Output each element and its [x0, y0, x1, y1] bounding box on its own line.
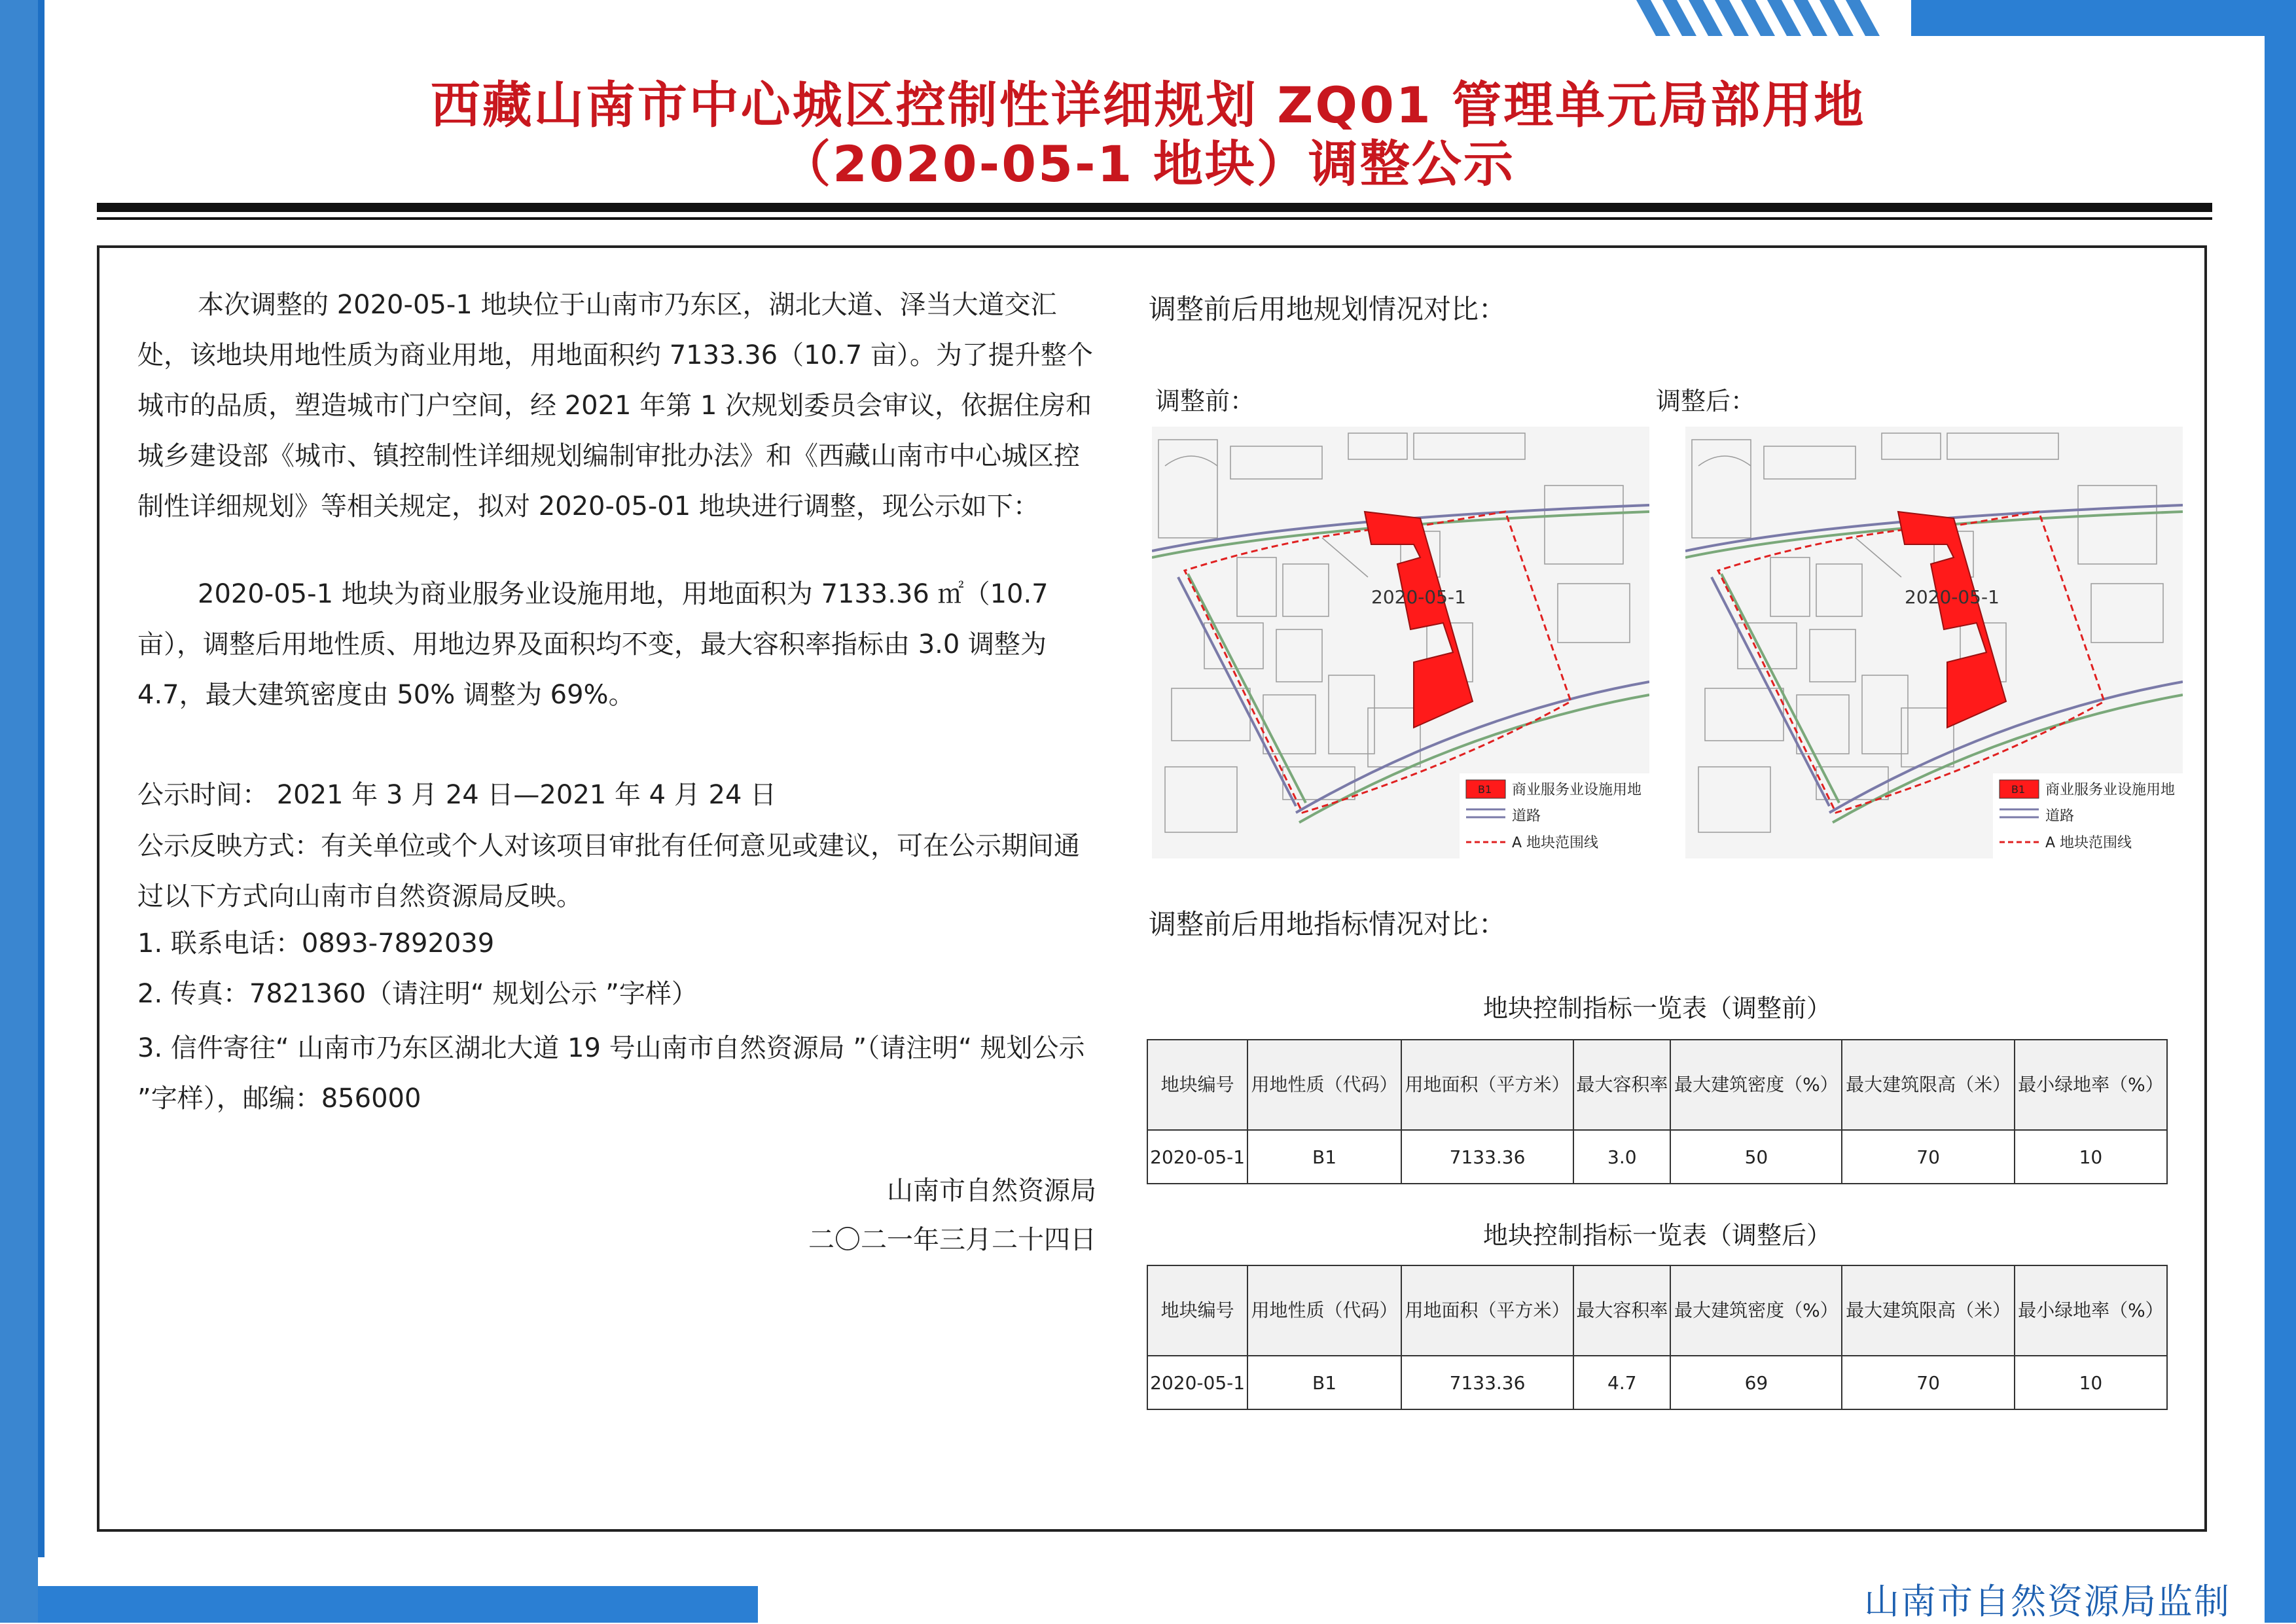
footer-supervisor-text: 山南市自然资源局监制 — [1864, 1581, 2231, 1622]
legend-code-after: B1 — [2011, 783, 2026, 796]
cell-height: 70 — [1842, 1130, 2014, 1184]
cell-land-use: B1 — [1247, 1356, 1401, 1409]
legend-road-before: 道路 — [1512, 808, 1541, 824]
bottom-decor-bar — [38, 1586, 758, 1623]
table-row — [1147, 1130, 2167, 1184]
table-header-row — [1147, 1040, 2167, 1130]
header-far: 最大容积率 — [1573, 1040, 1670, 1130]
page-title-line2: （2020-05-1 地块）调整公示 — [781, 135, 1515, 193]
header-green: 最小绿地率（%） — [2015, 1265, 2167, 1356]
cell-green: 10 — [2015, 1130, 2167, 1184]
header-land-use: 用地性质（代码） — [1247, 1040, 1401, 1130]
page-title-line1: 西藏山南市中心城区控制性详细规划 ZQ01 管理单元局部用地 — [430, 76, 1866, 134]
table-row — [1147, 1356, 2167, 1409]
table-header-row — [1147, 1265, 2167, 1356]
map-after-label: 调整后： — [1656, 387, 1756, 415]
title-rule-thick — [97, 203, 2212, 212]
map-comparison-title: 调整前后用地规划情况对比： — [1149, 293, 1507, 325]
cell-parcel-id: 2020-05-1 — [1147, 1356, 1247, 1409]
table-before-caption: 地块控制指标一览表（调整前） — [1482, 994, 1831, 1023]
left-decor-bar — [0, 0, 38, 1623]
parcel-label-after: 2020-05-1 — [1905, 586, 2000, 608]
notice-time: 公示时间： 2021 年 3 月 24 日—2021 年 4 月 24 日 — [137, 780, 777, 810]
header-land-use: 用地性质（代码） — [1247, 1265, 1401, 1356]
land-use-map-after — [1685, 427, 2183, 858]
header-area: 用地面积（平方米） — [1401, 1265, 1573, 1356]
cell-far: 4.7 — [1573, 1356, 1670, 1409]
contact-mail: 3. 信件寄往“ 山南市乃东区湖北大道 19 号山南市自然资源局 ”（请注明“ 规划公示 ”字样），邮编：856000 — [137, 1033, 1085, 1114]
cell-land-use: B1 — [1247, 1130, 1401, 1184]
legend-boundary-before: A 地块范围线 — [1512, 835, 1599, 851]
index-table-before — [1147, 1039, 2168, 1184]
feedback-method: 公示反映方式：有关单位或个人对该项目审批有任何意见或建议，可在公示期间通过以下方式向山南市自然资源局反映。 — [137, 831, 1080, 911]
title-rule-thin — [97, 217, 2212, 220]
cell-density: 69 — [1670, 1356, 1842, 1409]
cell-area: 7133.36 — [1401, 1356, 1573, 1409]
header-height: 最大建筑限高（米） — [1842, 1265, 2014, 1356]
cell-density: 50 — [1670, 1130, 1842, 1184]
index-table-after — [1147, 1265, 2168, 1410]
signature-organization: 山南市自然资源局 — [887, 1176, 1096, 1206]
contact-fax: 2. 传真：7821360（请注明“ 规划公示 ”字样） — [137, 979, 698, 1009]
header-parcel-id: 地块编号 — [1147, 1040, 1247, 1130]
parcel-label-before: 2020-05-1 — [1371, 586, 1466, 608]
legend-boundary-after: A 地块范围线 — [2045, 835, 2132, 851]
signature-date: 二〇二一年三月二十四日 — [808, 1225, 1096, 1255]
cell-height: 70 — [1842, 1356, 2014, 1409]
contact-phone: 1. 联系电话：0893-7892039 — [137, 928, 495, 959]
legend-road-after: 道路 — [2045, 808, 2075, 824]
index-comparison-title: 调整前后用地指标情况对比： — [1149, 908, 1507, 940]
header-height: 最大建筑限高（米） — [1842, 1040, 2014, 1130]
top-decor-stripes — [1636, 0, 2296, 36]
header-green: 最小绿地率（%） — [2015, 1040, 2167, 1130]
left-decor-bar-inner — [38, 0, 45, 1557]
legend-commercial-before: 商业服务业设施用地 — [1512, 782, 1642, 798]
header-area: 用地面积（平方米） — [1401, 1040, 1573, 1130]
header-parcel-id: 地块编号 — [1147, 1265, 1247, 1356]
adjustment-paragraph: 2020-05-1 地块为商业服务业设施用地，用地面积为 7133.36 ㎡（10.7 亩），调整后用地性质、用地边界及面积均不变，最大容积率指标由 3.0 调整为 4.7，最大建筑密度由 50% 调整为 69%。 — [137, 579, 1049, 710]
legend-code-before: B1 — [1478, 783, 1492, 796]
header-density: 最大建筑密度（%） — [1670, 1040, 1842, 1130]
header-far: 最大容积率 — [1573, 1265, 1670, 1356]
cell-green: 10 — [2015, 1356, 2167, 1409]
land-use-map-before — [1152, 427, 1649, 858]
intro-paragraph: 本次调整的 2020-05-1 地块位于山南市乃东区，湖北大道、泽当大道交汇处，该地块用地性质为商业用地，用地面积约 7133.36（10.7 亩）。为了提升整个城市的品质，塑造城市门户空间，经 2021 年第 1 次规划委员会审议，依据住房和城乡建设部《城市、镇控制性详细规划编制审批办法》和《西藏山南市中心城区控制性详细规划》等相关规定，拟对 2020-05-01 地块进行调整，现公示如下： — [137, 290, 1093, 521]
legend-commercial-after: 商业服务业设施用地 — [2045, 782, 2176, 798]
cell-far: 3.0 — [1573, 1130, 1670, 1184]
table-after-caption: 地块控制指标一览表（调整后） — [1482, 1221, 1831, 1250]
cell-area: 7133.36 — [1401, 1130, 1573, 1184]
header-density: 最大建筑密度（%） — [1670, 1265, 1842, 1356]
map-before-label: 调整前： — [1155, 387, 1255, 415]
cell-parcel-id: 2020-05-1 — [1147, 1130, 1247, 1184]
right-decor-band — [2265, 0, 2296, 1623]
